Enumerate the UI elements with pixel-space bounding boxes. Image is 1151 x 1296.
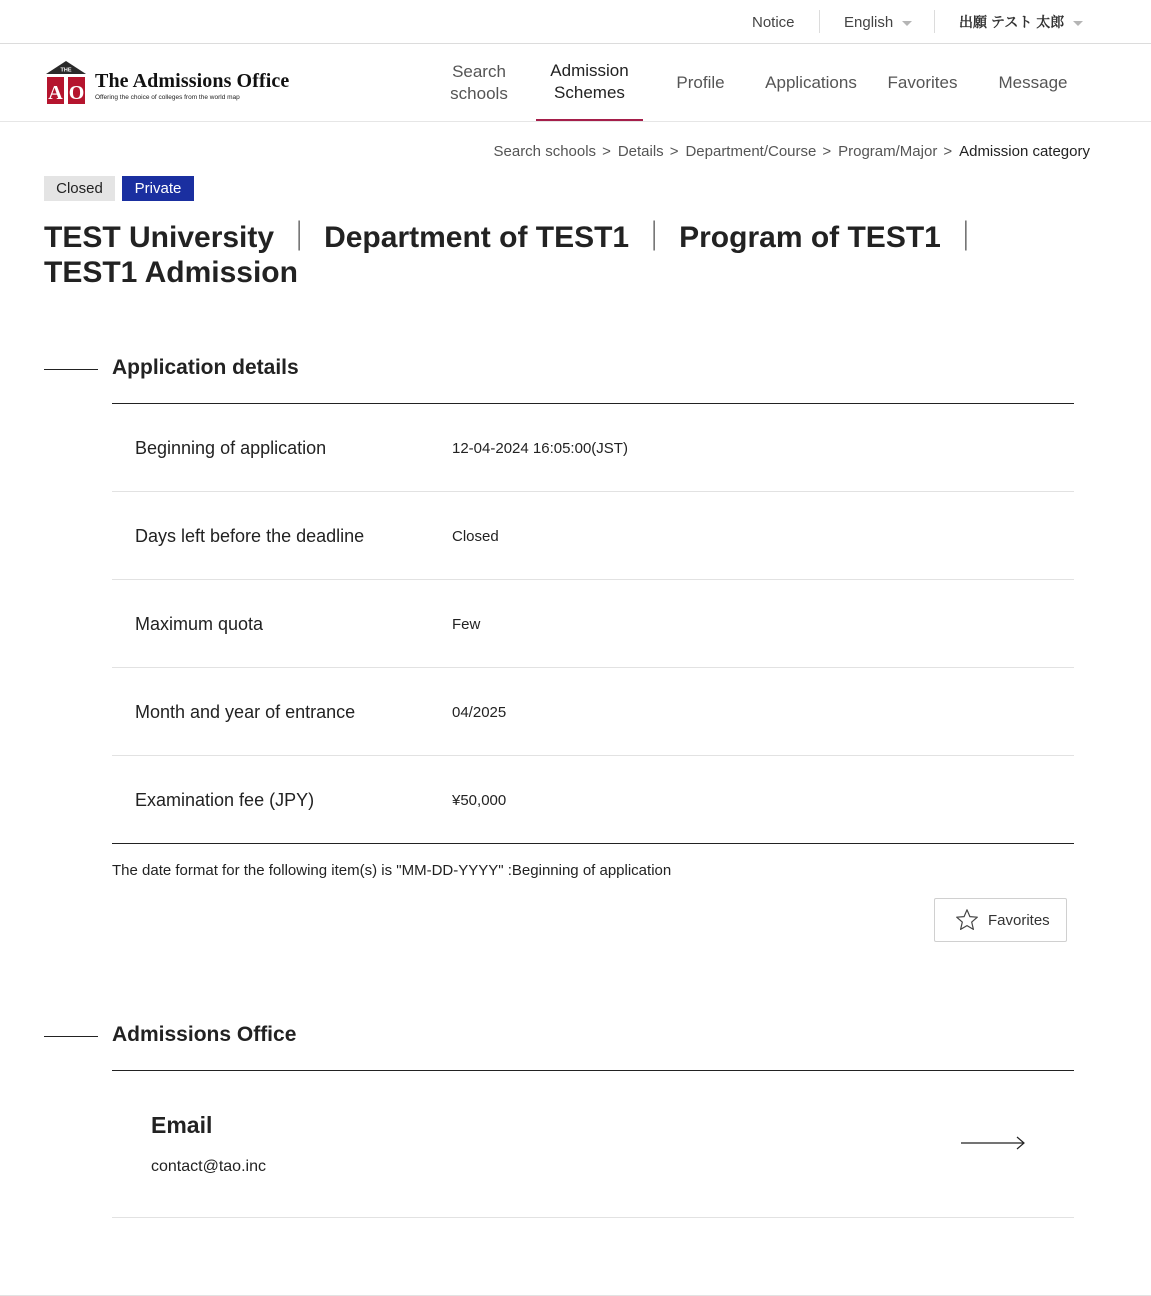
title-admission: TEST1 Admission [44, 256, 298, 289]
logo-mark-icon [45, 60, 87, 106]
email-heading: Email [151, 1112, 213, 1138]
utility-divider [819, 10, 820, 33]
detail-row-quota [112, 580, 1074, 668]
nav-label: Applications [765, 72, 857, 92]
page-title [44, 220, 1064, 290]
section-heading-line [44, 1036, 98, 1037]
title-separator: ｜ [284, 221, 315, 254]
detail-value: ¥50,000 [452, 791, 507, 809]
date-format-note: The date format for the following item(s) is "MM-DD-YYYY" :Beginning of application [112, 862, 672, 879]
detail-label: Month and year of entrance [135, 701, 356, 722]
nav-search-schools[interactable] [422, 44, 536, 121]
language-label: English [844, 13, 894, 31]
detail-label: Maximum quota [135, 613, 264, 634]
breadcrumb-separator: > [669, 143, 679, 160]
email-address: contact@tao.inc [151, 1158, 266, 1175]
nav-label: Message [998, 72, 1068, 92]
email-contact-row[interactable] [112, 1071, 1074, 1218]
nav-message[interactable] [993, 44, 1073, 121]
breadcrumb-separator: > [602, 143, 611, 160]
chevron-down-icon [1073, 21, 1083, 26]
detail-label: Days left before the deadline [135, 525, 365, 546]
language-selector[interactable] [844, 0, 912, 44]
user-menu[interactable] [959, 0, 1083, 44]
nav-label: Search schools [450, 61, 508, 103]
title-separator: ｜ [639, 221, 670, 254]
favorites-button-label: Favorites [988, 911, 1050, 929]
detail-row-beginning [112, 404, 1074, 492]
nav-label [550, 60, 628, 104]
nav-profile[interactable] [660, 44, 741, 121]
status-badge-private: Private [122, 176, 194, 201]
nav-applications[interactable] [757, 44, 865, 121]
title-program: Program of TEST1 [679, 221, 941, 254]
title-department: Department of TEST1 [324, 221, 630, 254]
user-name: 出願 テスト 太郎 [959, 14, 1065, 30]
nav-label: Profile [676, 72, 725, 92]
star-outline-icon [955, 908, 979, 932]
title-separator: ｜ [950, 221, 981, 254]
breadcrumb-program-major[interactable]: Program/Major [838, 143, 938, 160]
section-heading-line [44, 369, 98, 370]
favorites-button[interactable] [934, 898, 1067, 942]
breadcrumb-separator: > [943, 143, 953, 160]
detail-row-exam-fee [112, 756, 1074, 844]
nav-favorites[interactable] [879, 44, 966, 121]
detail-value: 04/2025 [452, 703, 507, 721]
detail-value: Few [452, 615, 481, 633]
nav-label-line2: Schemes [554, 82, 625, 102]
application-details-heading: Application details [112, 356, 299, 379]
arrow-right-icon [961, 1136, 1027, 1150]
detail-value: Closed [452, 527, 499, 545]
breadcrumb-current: Admission category [959, 143, 1090, 160]
site-header [0, 44, 1151, 122]
logo-tagline: Offering the choice of colleges from the world map [95, 94, 240, 101]
breadcrumb [494, 143, 1091, 160]
utility-bar [0, 0, 1151, 44]
nav-label-line1: Admission [550, 60, 629, 80]
detail-row-days-left [112, 492, 1074, 580]
site-logo[interactable] [45, 60, 305, 108]
logo-mark-left: A [48, 82, 63, 104]
detail-row-entrance [112, 668, 1074, 756]
status-badge-closed: Closed [44, 176, 115, 201]
utility-divider [934, 10, 935, 33]
title-university: TEST University [44, 221, 275, 254]
logo-title: The Admissions Office [95, 70, 290, 92]
breadcrumb-separator: > [822, 143, 832, 160]
detail-label: Beginning of application [135, 437, 327, 458]
detail-label: Examination fee (JPY) [135, 789, 315, 810]
breadcrumb-department-course[interactable]: Department/Course [685, 143, 817, 160]
logo-mark-right: O [68, 82, 85, 104]
notice-label: Notice [752, 13, 795, 31]
nav-label: Favorites [887, 72, 958, 92]
nav-admission-schemes[interactable] [536, 44, 643, 121]
detail-value: 12-04-2024 16:05:00(JST) [452, 439, 628, 457]
chevron-down-icon [902, 21, 912, 26]
breadcrumb-details[interactable]: Details [617, 143, 664, 160]
breadcrumb-search-schools[interactable]: Search schools [493, 143, 597, 160]
admissions-office-heading: Admissions Office [112, 1023, 297, 1046]
notice-link[interactable] [752, 0, 795, 44]
logo-mark-top: THE [60, 67, 72, 74]
